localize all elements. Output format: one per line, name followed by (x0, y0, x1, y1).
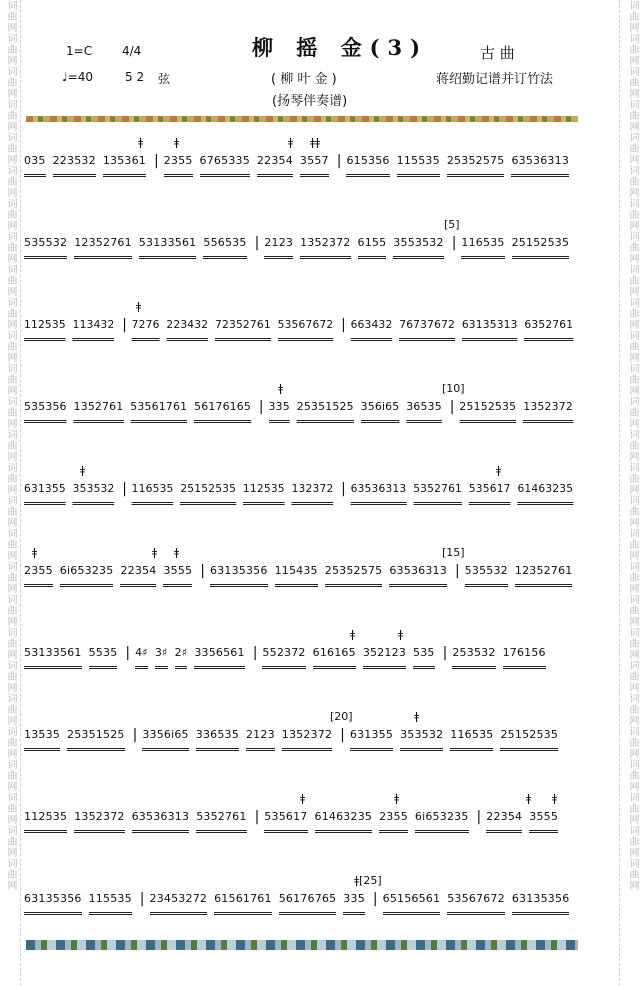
note-group: 116535 (450, 728, 493, 751)
note-group: 63135356 (24, 892, 82, 915)
score-row (24, 382, 584, 446)
note-group: 1352761 (74, 400, 124, 423)
note-group: 1352372 (74, 810, 124, 833)
note-group: 76737672 (399, 318, 455, 341)
note-group: 6155 (358, 236, 387, 259)
tempo-marking: ♩=40 (62, 70, 93, 84)
score-row (24, 546, 584, 610)
note-group: 53567672 (278, 318, 334, 341)
note-group: 25152535 (459, 400, 516, 423)
score-row (24, 136, 584, 200)
note-group: 535617 (264, 810, 307, 833)
score-row (24, 792, 584, 856)
barline: | (449, 399, 455, 415)
left-margin-rule (20, 0, 21, 986)
note-group: 25152535 (500, 728, 558, 751)
note-group: 2355 (379, 810, 408, 833)
note-group: 352123 (363, 646, 406, 669)
note-group: 535 (413, 646, 435, 669)
note-group: 5352761 (196, 810, 246, 833)
note-group: 132372 (292, 482, 334, 505)
page-title: 柳 摇 金(3) (252, 35, 429, 60)
barline: | (372, 891, 378, 907)
technique-mark: ǂ (414, 710, 420, 723)
note-group: 663432 (351, 318, 393, 341)
watermark-right: 词曲网词曲网词曲网词曲网词曲网词曲网词曲网词曲网词曲网词曲网词曲网词曲网词曲网词曲网词曲网词曲网词曲网词曲网词曲网词曲网词曲网词曲网词曲网词曲网词曲网词曲网词曲网 (627, 0, 638, 891)
note-group: 535617 (469, 482, 511, 505)
note-group: 356i65 (361, 400, 400, 423)
note-group: 53567672 (447, 892, 505, 915)
note-group: 6352761 (524, 318, 573, 341)
note-group: 63135313 (462, 318, 518, 341)
marking-line (24, 218, 584, 232)
note-group: 535356 (24, 400, 67, 423)
time-signature: 4/4 (122, 44, 142, 58)
genre-label: 古 曲 (480, 44, 515, 62)
technique-mark: ǂ (80, 464, 86, 477)
marking-line (24, 546, 584, 560)
note-group: 22354 (257, 154, 293, 177)
note-group: 12352761 (74, 236, 132, 259)
note-group: 25152535 (512, 236, 570, 259)
marking-line (24, 464, 584, 478)
note-group: 112535 (24, 810, 67, 833)
barline: | (258, 399, 264, 415)
note-group: 616165 (313, 646, 356, 669)
barline: | (200, 563, 205, 579)
technique-mark: ǂ (278, 382, 284, 395)
barline: | (340, 727, 345, 743)
note-group: 25352575 (447, 154, 505, 177)
measure-number: [5] (444, 218, 460, 231)
note-group: 22354 (120, 564, 156, 587)
note-group: 3553532 (393, 236, 443, 259)
note-group: 176156 (503, 646, 546, 669)
string-tuning: 5 2 (125, 70, 145, 84)
note-group: 12352761 (515, 564, 573, 587)
score-row (24, 628, 584, 692)
note-group: 6i653235 (415, 810, 469, 833)
note-group: 25351525 (67, 728, 125, 751)
key-signature: 1=C (66, 44, 93, 58)
marking-line (24, 874, 584, 888)
note-group: 115435 (275, 564, 318, 587)
note-group: 631355 (24, 482, 66, 505)
note-group: 56176765 (279, 892, 337, 915)
note-group: 116535 (132, 482, 174, 505)
barline: | (132, 727, 138, 743)
note-group: 2123 (246, 728, 275, 751)
note-group: 25352575 (325, 564, 383, 587)
marking-line (24, 792, 584, 806)
note-group: 61463235 (315, 810, 373, 833)
measure-number: [20] (330, 710, 353, 723)
note-group: 63536313 (351, 482, 407, 505)
technique-mark: ǂ (174, 136, 180, 149)
note-group: 335 (343, 892, 365, 915)
marking-line (24, 382, 584, 396)
note-group: 53133561 (139, 236, 197, 259)
note-group: 112535 (243, 482, 285, 505)
score-row (24, 300, 584, 364)
note-group: 23453272 (150, 892, 208, 915)
note-group: 223532 (53, 154, 96, 177)
note-group: 035 (24, 154, 46, 177)
note-group: 63536313 (511, 154, 569, 177)
note-group: 63135356 (210, 564, 268, 587)
marking-line (24, 300, 584, 314)
technique-mark: ǂ (138, 136, 144, 149)
note-group: 2355 (24, 564, 53, 587)
marking-line (24, 710, 584, 724)
note-group: 1352372 (282, 728, 332, 751)
technique-mark: ǂ (394, 792, 400, 805)
decorative-band-top (26, 116, 578, 122)
note-group: 3557 (300, 154, 329, 177)
note-group: 25152535 (180, 482, 236, 505)
note-group: 112535 (24, 318, 66, 341)
note-group: 3356i65 (142, 728, 188, 751)
barline: | (254, 809, 260, 825)
note-group: 3♯ (155, 646, 168, 669)
barline: | (336, 153, 342, 169)
technique-mark: ǂ (32, 546, 38, 559)
barline: | (454, 563, 460, 579)
note-group: 5535 (89, 646, 118, 669)
technique-mark: ǂ (152, 546, 158, 559)
note-group: 63536313 (389, 564, 447, 587)
note-group: 116535 (461, 236, 504, 259)
technique-mark: ǂ (526, 792, 532, 805)
decorative-band-bottom (26, 940, 578, 950)
note-group: 353532 (73, 482, 115, 505)
note-group: 2123 (264, 236, 293, 259)
technique-mark: ǂ (136, 300, 142, 313)
technique-mark: ǂ (496, 464, 502, 477)
barline: | (154, 153, 159, 169)
note-group: 631355 (350, 728, 393, 751)
technique-mark: ǂ (300, 792, 306, 805)
note-group: 63536313 (132, 810, 190, 833)
transcriber-credit: 蒋绍勤记谱并订竹法 (436, 72, 554, 87)
right-margin-rule (619, 0, 620, 986)
watermark-left: 词曲网词曲网词曲网词曲网词曲网词曲网词曲网词曲网词曲网词曲网词曲网词曲网词曲网词曲网词曲网词曲网词曲网词曲网词曲网词曲网词曲网词曲网词曲网词曲网词曲网词曲网词曲网 (5, 0, 16, 891)
note-group: 336535 (196, 728, 239, 751)
note-group: 36535 (406, 400, 442, 423)
note-group: 2♯ (175, 646, 188, 669)
note-group: 3555 (529, 810, 558, 833)
technique-mark: ǂ (174, 546, 180, 559)
technique-mark: ǂ (398, 628, 404, 641)
note-group: 2355 (164, 154, 193, 177)
barline: | (122, 481, 127, 497)
barline: | (476, 809, 482, 825)
note-group: 535532 (465, 564, 508, 587)
barline: | (451, 235, 457, 251)
barline: | (125, 645, 131, 661)
note-group: 53133561 (24, 646, 82, 669)
note-group: 61561761 (214, 892, 272, 915)
note-group: 615356 (346, 154, 389, 177)
alias-title: ( 柳 叶 金 ) (271, 72, 337, 87)
barline: | (341, 317, 346, 333)
barline: | (122, 317, 127, 333)
note-group: 115535 (89, 892, 132, 915)
string-label: 弦 (158, 72, 171, 86)
note-group: 13535 (24, 728, 60, 751)
technique-mark: ǂǂ (310, 136, 321, 149)
barline: | (254, 235, 260, 251)
note-group: 25351525 (297, 400, 354, 423)
note-group: 72352761 (215, 318, 271, 341)
score-row (24, 874, 584, 938)
note-group: 335 (269, 400, 290, 423)
note-group: 223432 (166, 318, 208, 341)
note-group: 6765335 (200, 154, 250, 177)
note-group: 65156561 (383, 892, 441, 915)
measure-number: [15] (442, 546, 465, 559)
note-group: 3356561 (194, 646, 244, 669)
marking-line (24, 136, 584, 150)
barline: | (139, 891, 145, 907)
note-group: 56176165 (194, 400, 251, 423)
arrangement-note: (扬琴伴奏谱) (272, 94, 348, 109)
technique-mark: ǂ (288, 136, 294, 149)
note-group: 113432 (73, 318, 115, 341)
barline: | (442, 645, 448, 661)
barline: | (252, 645, 258, 661)
note-group: 556535 (203, 236, 246, 259)
note-group: 63135356 (512, 892, 570, 915)
note-group: 3555 (163, 564, 192, 587)
barline: | (341, 481, 346, 497)
score-row (24, 710, 584, 774)
note-group: 135361 (103, 154, 146, 177)
note-group: 22354 (486, 810, 522, 833)
note-group: 7276 (132, 318, 160, 341)
note-group: 115535 (397, 154, 440, 177)
note-group: 353532 (400, 728, 443, 751)
measure-number: ǂ[25] (354, 874, 382, 887)
note-group: 253532 (452, 646, 495, 669)
score-row (24, 218, 584, 282)
note-group: 1352372 (523, 400, 573, 423)
note-group: 535532 (24, 236, 67, 259)
note-group: 6i653235 (60, 564, 114, 587)
note-group: 552372 (262, 646, 305, 669)
score-row (24, 464, 584, 528)
technique-mark: ǂ (350, 628, 356, 641)
note-group: 4♯ (135, 646, 148, 669)
note-group: 1352372 (300, 236, 350, 259)
technique-mark: ǂ (552, 792, 558, 805)
note-group: 53561761 (130, 400, 187, 423)
measure-number: [10] (442, 382, 465, 395)
note-group: 5352761 (413, 482, 462, 505)
note-group: 61463235 (517, 482, 573, 505)
marking-line (24, 628, 584, 642)
